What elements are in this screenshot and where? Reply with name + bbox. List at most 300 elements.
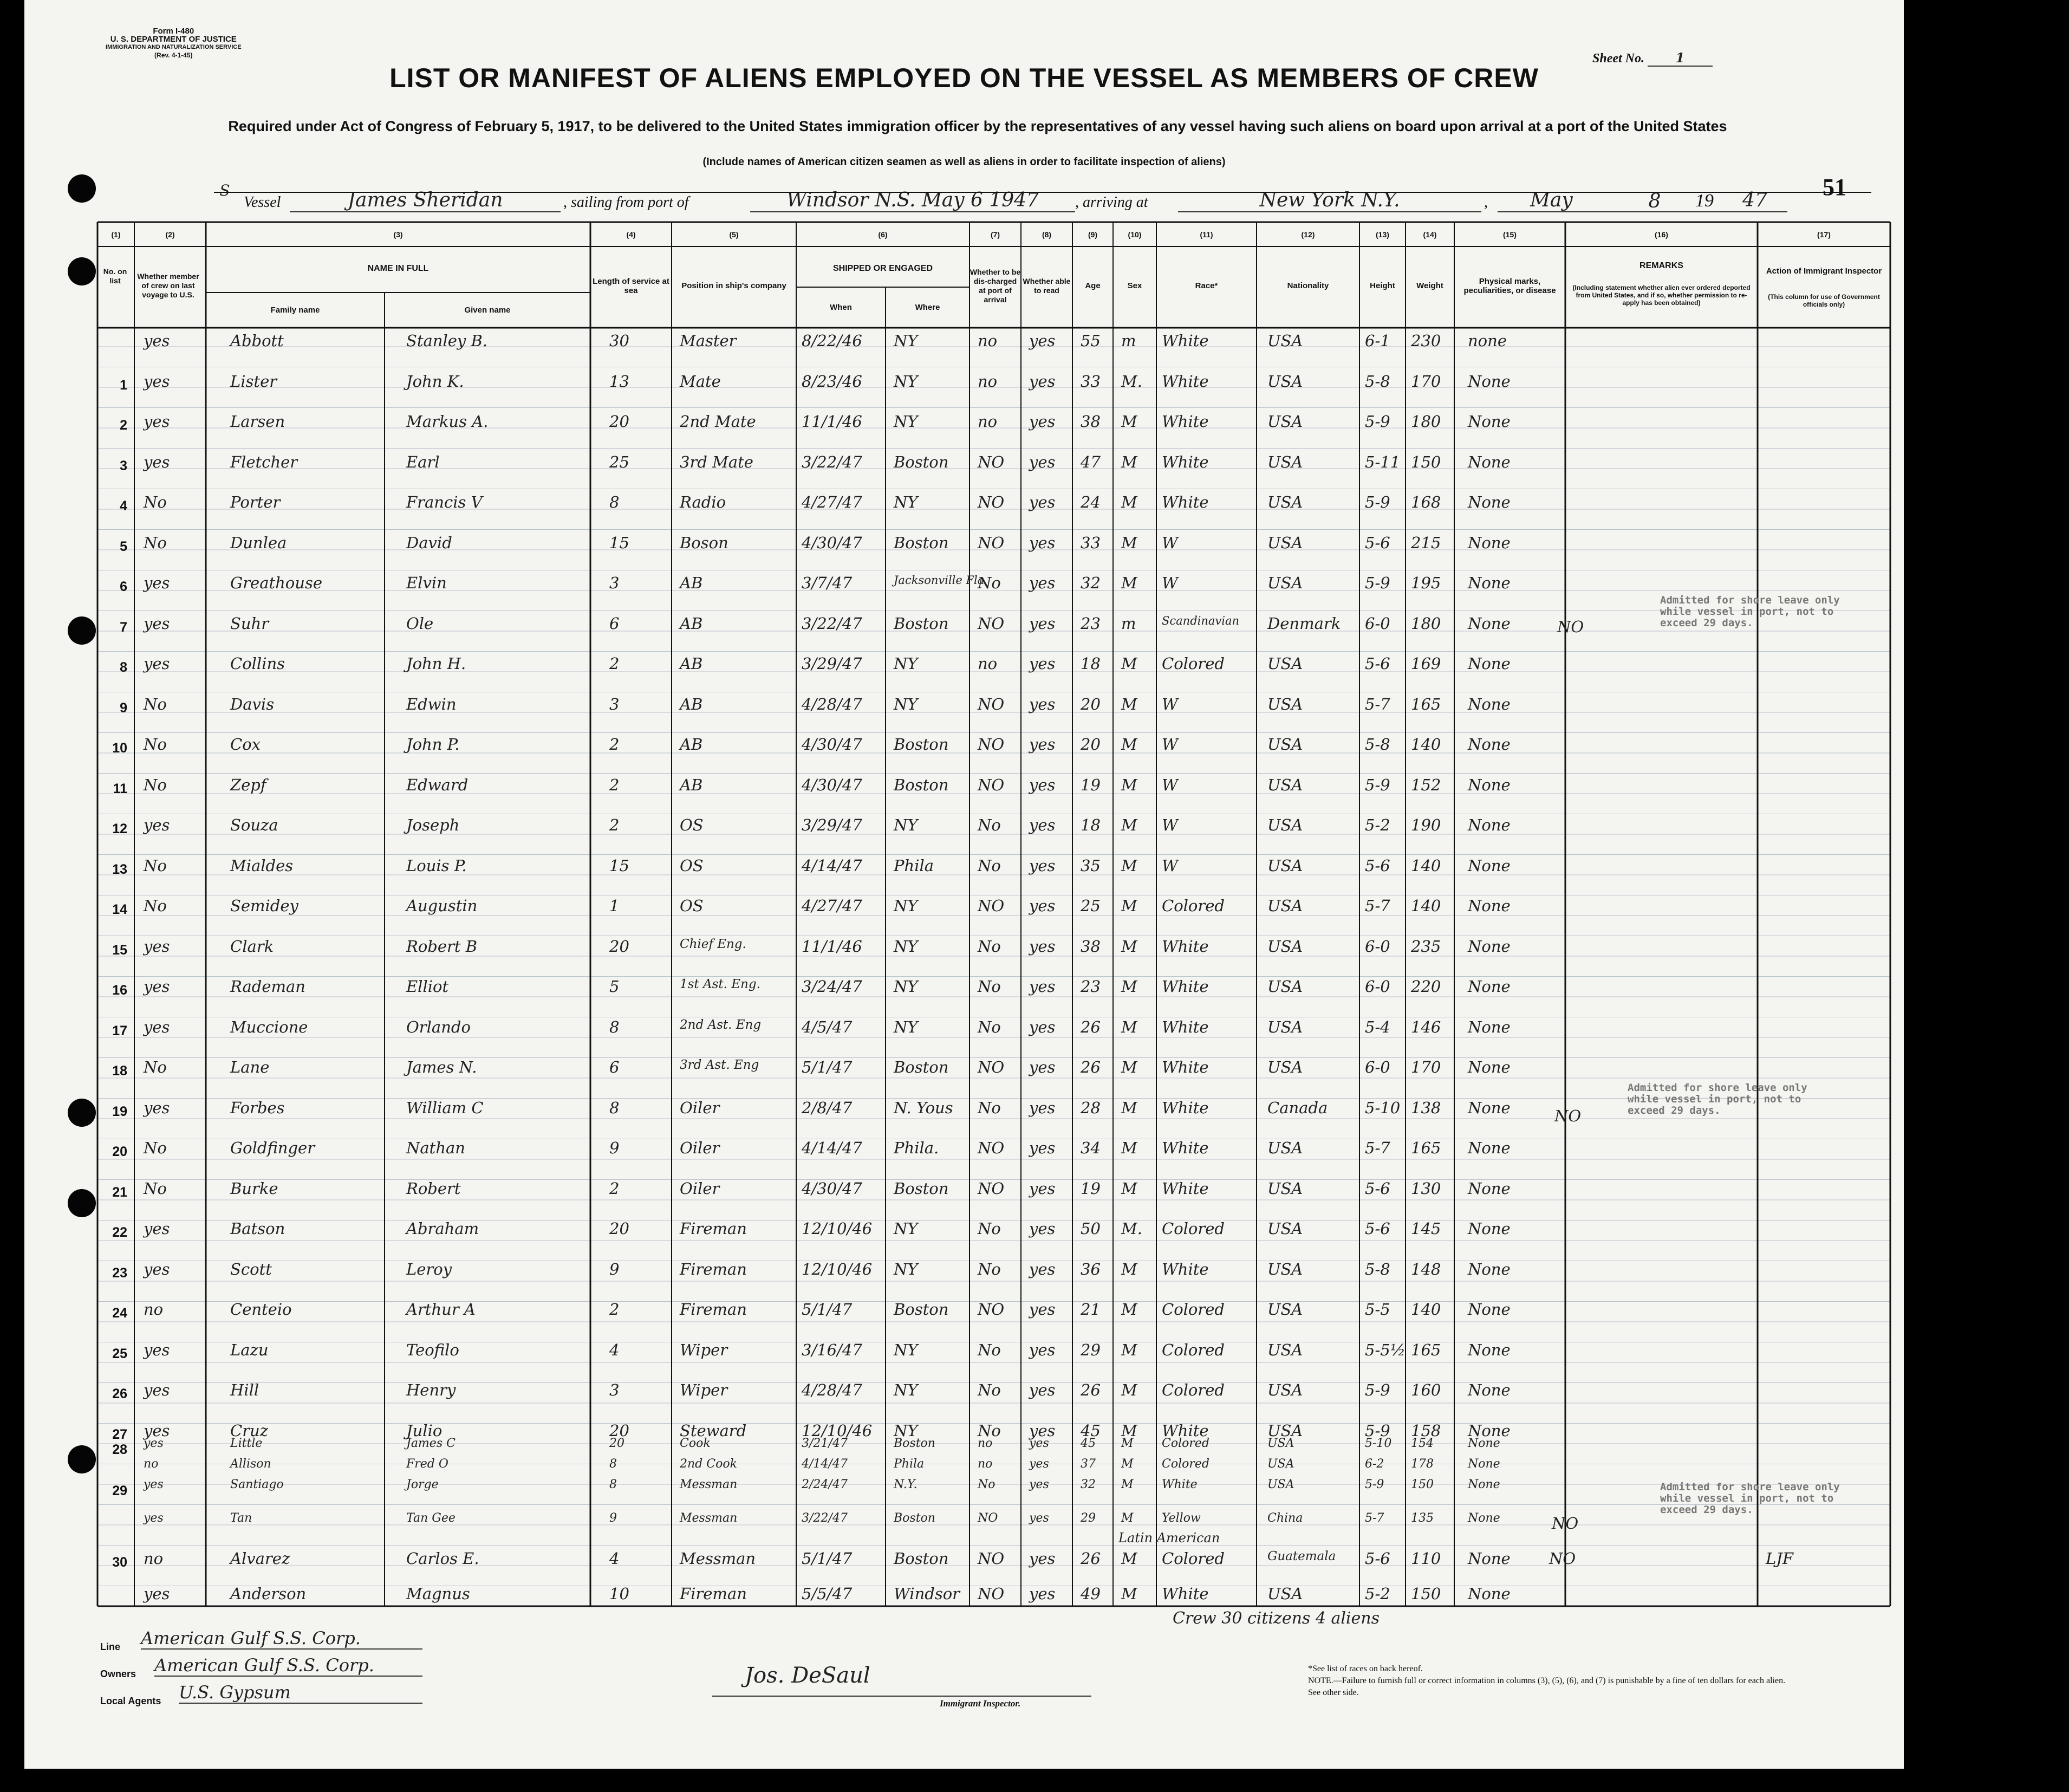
age-cell: 26 — [1081, 1017, 1101, 1036]
weight-cell: 195 — [1411, 574, 1441, 592]
physical-marks-cell: None — [1468, 1437, 1500, 1450]
physical-marks-cell: None — [1468, 412, 1511, 431]
header-whether-member: Whether member of crew on last voyage to U.S. — [137, 272, 199, 299]
family-name-cell: Dunlea — [230, 533, 287, 552]
given-name-cell: Robert — [406, 1179, 461, 1198]
header-able-read: Whether able to read — [1023, 276, 1071, 295]
position-cell: Oiler — [680, 1179, 720, 1198]
sex-cell: M — [1121, 977, 1137, 996]
race-cell: White — [1162, 372, 1209, 391]
given-name-cell: David — [406, 533, 452, 552]
family-name-cell: Tan — [230, 1511, 252, 1525]
member-cell: yes — [144, 412, 170, 431]
page-subnote: (Include names of American citizen seamen as well as aliens in order to facilitate inspection of aliens) — [702, 156, 1226, 168]
race-cell: W — [1162, 533, 1178, 552]
member-cell: No — [144, 897, 167, 915]
length-cell: 3 — [609, 694, 620, 713]
height-cell: 6-0 — [1365, 1058, 1390, 1076]
position-cell: Fireman — [680, 1219, 747, 1238]
able-read-cell: yes — [1029, 533, 1056, 552]
weight-cell: 170 — [1411, 372, 1441, 391]
discharge-cell: No — [978, 1098, 1001, 1117]
length-cell: 6 — [609, 614, 620, 633]
row-number: 30 — [112, 1555, 127, 1570]
discharge-cell: No — [978, 816, 1001, 834]
family-name-cell: Alvarez — [230, 1549, 290, 1568]
page-title: LIST OR MANIFEST OF ALIENS EMPLOYED ON THE VESSEL AS MEMBERS OF CREW — [389, 63, 1539, 93]
arrival-day: 8 — [1648, 190, 1661, 212]
given-name-cell: Joseph — [406, 816, 460, 834]
sex-cell: M — [1121, 694, 1137, 713]
member-cell: yes — [144, 977, 170, 996]
column-number: (8) — [1042, 230, 1052, 239]
physical-marks-cell: None — [1468, 614, 1511, 633]
column-number: (10) — [1128, 230, 1142, 239]
shore-leave-stamp: Admitted for shore leave only while vessel in port, not to exceed 29 days. — [1660, 594, 1840, 629]
able-read-cell: yes — [1029, 1457, 1049, 1471]
given-name-cell: Arthur A — [406, 1300, 476, 1319]
family-name-cell: Clark — [230, 937, 274, 956]
age-cell: 19 — [1081, 1179, 1101, 1198]
shipped-when-cell: 11/1/46 — [802, 937, 862, 956]
row-number: 12 — [112, 821, 127, 836]
shipped-when-cell: 4/27/47 — [802, 897, 862, 915]
position-cell: Radio — [680, 493, 726, 511]
shipped-when-cell: 4/5/47 — [802, 1017, 853, 1036]
shipped-when-cell: 4/28/47 — [802, 1381, 862, 1399]
weight-cell: 160 — [1411, 1381, 1441, 1399]
race-cell: White — [1162, 412, 1209, 431]
age-cell: 45 — [1081, 1421, 1101, 1440]
nationality-cell: USA — [1267, 735, 1303, 754]
age-cell: 25 — [1081, 897, 1101, 915]
age-cell: 38 — [1081, 412, 1101, 431]
row-number: 7 — [120, 619, 127, 635]
length-cell: 2 — [609, 735, 620, 754]
given-name-cell: Tan Gee — [406, 1511, 456, 1525]
header-action: Action of Immigrant Inspector — [1766, 266, 1882, 276]
shipped-where-cell: NY — [894, 493, 918, 511]
weight-cell: 140 — [1411, 856, 1441, 875]
race-cell: White — [1162, 1058, 1209, 1076]
position-cell: 1st Ast. Eng. — [680, 977, 760, 991]
shipped-where-cell: Jacksonville Fla — [894, 574, 985, 587]
shipped-where-cell: NY — [894, 1421, 918, 1440]
race-cell: Colored — [1162, 1219, 1225, 1238]
row-number: 27 — [112, 1426, 127, 1442]
vessel-prefix: S — [219, 181, 230, 199]
header-family-name: Family name — [270, 306, 320, 315]
physical-marks-cell: None — [1468, 372, 1511, 391]
column-number: (6) — [878, 230, 888, 239]
position-cell: Steward — [680, 1421, 747, 1440]
column-number: (15) — [1503, 230, 1517, 239]
nationality-cell: USA — [1267, 1457, 1294, 1471]
discharge-cell: No — [978, 1017, 1001, 1036]
family-name-cell: Cox — [230, 735, 261, 754]
arrival-year-prefix: 19 — [1695, 191, 1714, 211]
given-name-cell: James N. — [406, 1058, 477, 1076]
family-name-cell: Santiago — [230, 1478, 284, 1491]
race-cell: Colored — [1162, 1437, 1209, 1450]
shipped-where-cell: Phila — [894, 1457, 925, 1471]
length-cell: 20 — [609, 412, 629, 431]
row-number: 2 — [120, 418, 127, 433]
age-cell: 20 — [1081, 694, 1101, 713]
age-cell: 34 — [1081, 1139, 1101, 1157]
nationality-cell: USA — [1267, 1219, 1303, 1238]
height-cell: 5-2 — [1365, 1585, 1390, 1603]
shipped-when-cell: 8/23/46 — [802, 372, 862, 391]
sex-cell: M — [1121, 533, 1137, 552]
member-cell: no — [144, 1549, 164, 1568]
header-discharged: Whether to be dis-charged at port of arrival — [970, 267, 1021, 304]
given-name-cell: Carlos E. — [406, 1549, 479, 1568]
member-cell: yes — [144, 1259, 170, 1278]
race-cell: W — [1162, 735, 1178, 754]
race-cell: White — [1162, 1585, 1209, 1603]
discharge-cell: NO — [978, 1139, 1005, 1157]
race-cell: Yellow — [1162, 1511, 1201, 1525]
given-name-cell: John H. — [406, 654, 466, 673]
discharge-cell: no — [978, 1457, 993, 1471]
height-cell: 5-9 — [1365, 1478, 1384, 1491]
height-cell: 5-9 — [1365, 574, 1390, 592]
inspector-initials: LJF — [1766, 1549, 1794, 1568]
height-cell: 5-11 — [1365, 452, 1401, 471]
member-cell: No — [144, 1139, 167, 1157]
race-cell: Colored — [1162, 1457, 1209, 1471]
member-cell: yes — [144, 372, 170, 391]
sex-cell: M — [1121, 1511, 1134, 1525]
discharge-cell: no — [978, 1437, 993, 1450]
able-read-cell: yes — [1029, 452, 1056, 471]
height-cell: 5-7 — [1365, 1511, 1384, 1525]
position-cell: AB — [680, 694, 703, 713]
inspector-signature: Jos. DeSaul — [745, 1663, 870, 1688]
member-cell: yes — [144, 937, 170, 956]
age-cell: 23 — [1081, 977, 1101, 996]
shipped-where-cell: NY — [894, 412, 918, 431]
age-cell: 36 — [1081, 1259, 1101, 1278]
race-cell: Colored — [1162, 654, 1225, 673]
member-cell: yes — [144, 816, 170, 834]
discharge-cell: NO — [978, 1511, 998, 1525]
vessel-label: Vessel — [244, 194, 281, 211]
physical-marks-cell: None — [1468, 1457, 1500, 1471]
position-cell: OS — [680, 897, 704, 915]
shipped-where-cell: Boston — [894, 1437, 935, 1450]
discharge-cell: NO — [978, 694, 1005, 713]
family-name-cell: Scott — [230, 1259, 272, 1278]
physical-marks-cell: None — [1468, 1139, 1511, 1157]
length-cell: 10 — [609, 1585, 629, 1603]
weight-cell: 180 — [1411, 412, 1441, 431]
race-cell: White — [1162, 937, 1209, 956]
nationality-cell: USA — [1267, 412, 1303, 431]
position-cell: Mate — [680, 372, 721, 391]
race-cell: White — [1162, 1098, 1209, 1117]
height-cell: 6-0 — [1365, 614, 1390, 633]
family-name-cell: Centeio — [230, 1300, 292, 1319]
arrival-month: May — [1498, 189, 1725, 212]
header-sex: Sex — [1127, 281, 1142, 290]
sex-cell: m — [1121, 332, 1136, 350]
column-number: (4) — [626, 230, 636, 239]
physical-marks-cell: None — [1468, 533, 1511, 552]
weight-cell: 190 — [1411, 816, 1441, 834]
race-cell: White — [1162, 977, 1209, 996]
discharge-cell: no — [978, 412, 998, 431]
height-cell: 6-1 — [1365, 332, 1390, 350]
able-read-cell: yes — [1029, 1259, 1056, 1278]
member-cell: yes — [144, 1381, 170, 1399]
nationality-cell: USA — [1267, 1381, 1303, 1399]
shipped-when-cell: 3/29/47 — [802, 816, 862, 834]
age-cell: 29 — [1081, 1340, 1101, 1359]
discharge-cell: No — [978, 856, 1001, 875]
position-cell: OS — [680, 856, 704, 875]
given-name-cell: Earl — [406, 452, 440, 471]
sex-cell: M — [1121, 856, 1137, 875]
column-number: (3) — [393, 230, 403, 239]
age-cell: 55 — [1081, 332, 1101, 350]
member-cell: yes — [144, 614, 170, 633]
weight-cell: 148 — [1411, 1259, 1441, 1278]
manifest-sheet — [24, 0, 1904, 1769]
age-cell: 19 — [1081, 775, 1101, 794]
discharge-cell: NO — [978, 1058, 1005, 1076]
physical-marks-cell: None — [1468, 1478, 1500, 1491]
discharge-cell: no — [978, 654, 998, 673]
given-name-cell: Abraham — [406, 1219, 479, 1238]
able-read-cell: yes — [1029, 937, 1056, 956]
column-number: (14) — [1423, 230, 1437, 239]
given-name-cell: John P. — [406, 735, 460, 754]
shipped-where-cell: Boston — [894, 1300, 949, 1319]
age-cell: 45 — [1081, 1437, 1096, 1450]
physical-marks-cell: none — [1468, 332, 1507, 350]
discharge-cell: NO — [978, 1549, 1005, 1568]
length-cell: 2 — [609, 1179, 620, 1198]
owners-label: Owners — [100, 1668, 136, 1679]
age-cell: 33 — [1081, 372, 1101, 391]
height-cell: 5-6 — [1365, 533, 1390, 552]
sex-cell: m — [1121, 614, 1136, 633]
discharge-cell: No — [978, 937, 1001, 956]
physical-marks-cell: None — [1468, 977, 1511, 996]
able-read-cell: yes — [1029, 1058, 1056, 1076]
shipped-when-cell: 2/24/47 — [802, 1478, 848, 1491]
height-cell: 5-6 — [1365, 1549, 1390, 1568]
family-name-cell: Goldfinger — [230, 1139, 315, 1157]
discharge-cell: No — [978, 1421, 1001, 1440]
given-name-cell: Teofilo — [406, 1340, 459, 1359]
position-cell: AB — [680, 775, 703, 794]
column-number: (13) — [1376, 230, 1389, 239]
height-cell: 5-9 — [1365, 775, 1390, 794]
family-name-cell: Semidey — [230, 897, 298, 915]
department-name: U. S. DEPARTMENT OF JUSTICE — [110, 35, 237, 44]
family-name-cell: Zepf — [230, 775, 266, 794]
row-number: 24 — [112, 1306, 127, 1321]
able-read-cell: yes — [1029, 1098, 1056, 1117]
nationality-cell: USA — [1267, 372, 1303, 391]
row-number: 13 — [112, 861, 127, 877]
race-cell: Colored — [1162, 1300, 1225, 1319]
sex-cell: M — [1121, 1300, 1137, 1319]
weight-cell: 158 — [1411, 1421, 1441, 1440]
weight-cell: 220 — [1411, 977, 1441, 996]
nationality-cell: USA — [1267, 1179, 1303, 1198]
height-cell: 5-9 — [1365, 1381, 1390, 1399]
shipped-when-cell: 3/21/47 — [802, 1437, 848, 1450]
shipped-where-cell: NY — [894, 332, 918, 350]
sex-cell: M. — [1121, 372, 1142, 391]
sex-cell: M — [1121, 1478, 1134, 1491]
physical-marks-cell: None — [1468, 1017, 1511, 1036]
discharge-cell: NO — [978, 735, 1005, 754]
nationality-cell: USA — [1267, 1139, 1303, 1157]
physical-marks-cell: None — [1468, 735, 1511, 754]
member-cell: yes — [144, 1585, 170, 1603]
height-cell: 5-8 — [1365, 372, 1390, 391]
given-name-cell: Francis V — [406, 493, 483, 511]
member-cell: yes — [144, 574, 170, 592]
shipped-where-cell: NY — [894, 897, 918, 915]
column-number: (16) — [1655, 230, 1668, 239]
shipped-when-cell: 3/22/47 — [802, 452, 862, 471]
age-cell: 29 — [1081, 1511, 1096, 1525]
length-cell: 20 — [609, 1437, 624, 1450]
length-cell: 15 — [609, 533, 629, 552]
header-where: Where — [915, 303, 940, 312]
signature-line — [712, 1696, 1091, 1697]
shipped-when-cell: 4/14/47 — [802, 856, 862, 875]
row-number: 3 — [120, 458, 127, 473]
header-shipped: SHIPPED OR ENGAGED — [832, 263, 933, 273]
able-read-cell: yes — [1029, 735, 1056, 754]
discharge-cell: No — [978, 1219, 1001, 1238]
sex-cell: M — [1121, 1259, 1137, 1278]
able-read-cell: yes — [1029, 1219, 1056, 1238]
vessel-line: S Vessel James Sheridan , sailing from port of Windsor N.S. May 6 1947 , arriving at New York N.Y. , May 8 19 47 — [209, 183, 1833, 216]
column-number: (1) — [111, 230, 121, 239]
family-name-cell: Lister — [230, 372, 277, 391]
nationality-cell: USA — [1267, 1017, 1303, 1036]
length-cell: 4 — [609, 1549, 620, 1568]
length-cell: 20 — [609, 937, 629, 956]
sex-cell: M — [1121, 654, 1137, 673]
arrival-year: 47 — [1722, 189, 1787, 212]
sex-cell: M — [1121, 1340, 1137, 1359]
shipped-where-cell: Boston — [894, 452, 949, 471]
height-cell: 5-10 — [1365, 1098, 1401, 1117]
row-number: 22 — [112, 1225, 127, 1240]
able-read-cell: yes — [1029, 1549, 1056, 1568]
shipped-where-cell: Phila — [894, 856, 934, 875]
position-cell: 3rd Ast. Eng — [680, 1058, 759, 1072]
nationality-cell: USA — [1267, 856, 1303, 875]
height-cell: 5-6 — [1365, 856, 1390, 875]
physical-marks-cell: None — [1468, 1585, 1511, 1603]
member-cell: no — [144, 1457, 159, 1471]
race-cell: W — [1162, 856, 1178, 875]
shipped-where-cell: Boston — [894, 775, 949, 794]
shipped-where-cell: NY — [894, 694, 918, 713]
height-cell: 5-10 — [1365, 1437, 1392, 1450]
discharge-cell: NO — [978, 775, 1005, 794]
sex-cell: M — [1121, 1058, 1137, 1076]
family-name-cell: Collins — [230, 654, 285, 673]
given-name-cell: William C — [406, 1098, 484, 1117]
shipped-where-cell: Boston — [894, 1549, 949, 1568]
header-when: When — [830, 303, 852, 312]
shipped-where-cell: Boston — [894, 1511, 935, 1525]
shipped-when-cell: 4/14/47 — [802, 1457, 848, 1471]
height-cell: 5-5½ — [1365, 1340, 1406, 1359]
nationality-cell: USA — [1267, 533, 1303, 552]
shipped-when-cell: 4/30/47 — [802, 735, 862, 754]
crew-summary: Crew 30 citizens 4 aliens — [1173, 1609, 1380, 1628]
family-name-cell: Rademan — [230, 977, 305, 996]
physical-marks-cell: None — [1468, 1421, 1511, 1440]
header-given-name: Given name — [464, 306, 511, 315]
given-name-cell: Leroy — [406, 1259, 452, 1278]
row-number: 1 — [120, 377, 127, 393]
footer-notes — [1308, 1663, 1795, 1699]
shipped-where-cell: Phila. — [894, 1139, 939, 1157]
family-name-cell: Burke — [230, 1179, 278, 1198]
height-cell: 5-5 — [1365, 1300, 1390, 1319]
discharge-cell: No — [978, 1478, 996, 1491]
able-read-cell: yes — [1029, 1437, 1049, 1450]
family-name-cell: Anderson — [230, 1585, 307, 1603]
nationality-cell: China — [1267, 1511, 1303, 1525]
able-read-cell: yes — [1029, 493, 1056, 511]
race-footnote: *See list of races on back hereof. — [1308, 1664, 1423, 1673]
shipped-when-cell: 11/1/46 — [802, 412, 862, 431]
weight-cell: 130 — [1411, 1179, 1441, 1198]
header-length-service: Length of service at sea — [593, 276, 669, 295]
weight-cell: 215 — [1411, 533, 1441, 552]
row-number: 14 — [112, 902, 127, 917]
line-value: American Gulf S.S. Corp. — [141, 1628, 422, 1650]
able-read-cell: yes — [1029, 614, 1056, 633]
weight-cell: 235 — [1411, 937, 1441, 956]
weight-cell: 140 — [1411, 897, 1441, 915]
discharge-cell: NO — [978, 614, 1005, 633]
member-cell: No — [144, 1179, 167, 1198]
service-name: IMMIGRATION AND NATURALIZATION SERVICE — [106, 44, 242, 50]
able-read-cell: yes — [1029, 694, 1056, 713]
owners-value: American Gulf S.S. Corp. — [154, 1655, 422, 1677]
weight-cell: 146 — [1411, 1017, 1441, 1036]
able-read-cell: yes — [1029, 574, 1056, 592]
sex-cell: M — [1121, 1457, 1134, 1471]
given-name-cell: Orlando — [406, 1017, 471, 1036]
age-cell: 33 — [1081, 533, 1101, 552]
race-cell: W — [1162, 694, 1178, 713]
nationality-cell: USA — [1267, 775, 1303, 794]
race-cell: White — [1162, 1139, 1209, 1157]
sex-cell: M — [1121, 1017, 1137, 1036]
position-cell: AB — [680, 614, 703, 633]
length-cell: 2 — [609, 1300, 620, 1319]
row-number: 9 — [120, 700, 127, 716]
length-cell: 30 — [609, 332, 629, 350]
age-cell: 26 — [1081, 1381, 1101, 1399]
